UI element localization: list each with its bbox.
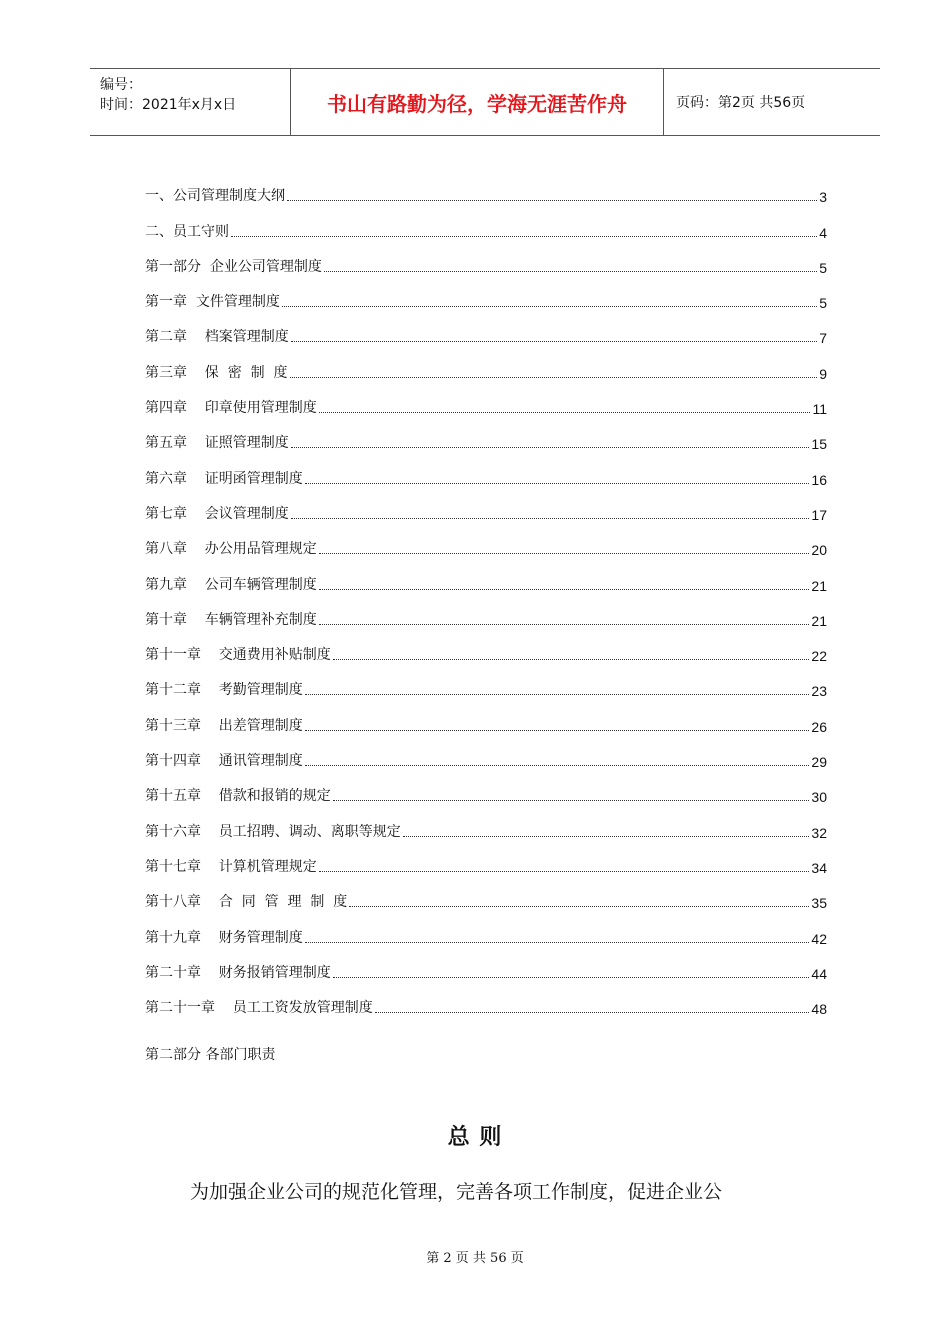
toc-entry-label: 第五章 证照管理制度 — [145, 435, 289, 452]
toc-dot-leader — [333, 799, 810, 801]
page-header — [90, 68, 880, 136]
toc-entry[interactable] — [145, 735, 827, 770]
toc-entry-page: 15 — [811, 436, 827, 453]
toc-entry-label: 第四章 印章使用管理制度 — [145, 400, 317, 417]
toc-entry-label: 第一部分 企业公司管理制度 — [145, 258, 322, 275]
toc-entry-label: 一、公司管理制度大纲 — [145, 188, 285, 205]
toc-entry-label: 第十一章 交通费用补贴制度 — [145, 647, 331, 664]
toc-entry-page: 17 — [811, 506, 827, 523]
toc-entry-label: 第十九章 财务管理制度 — [145, 929, 303, 946]
toc-entry[interactable] — [145, 594, 827, 629]
header-meta — [90, 69, 291, 135]
toc-entry-page: 21 — [811, 612, 827, 629]
toc-entry-page: 34 — [811, 859, 827, 876]
toc-entry[interactable] — [145, 982, 827, 1017]
section-2-title: 第二部分 各部门职责 — [145, 1047, 276, 1063]
toc-entry-label: 第二十章 财务报销管理制度 — [145, 964, 331, 981]
toc-dot-leader — [319, 588, 810, 590]
toc-dot-leader — [282, 305, 817, 307]
toc-dot-leader — [324, 270, 817, 272]
toc-entry-page: 26 — [811, 718, 827, 735]
toc-entry[interactable] — [145, 841, 827, 876]
toc-dot-leader — [231, 235, 817, 237]
toc-entry-label: 第十二章 考勤管理制度 — [145, 682, 303, 699]
toc-entry-label: 第八章 办公用品管理规定 — [145, 541, 317, 558]
page-footer: 第 2 页 共 56 页 — [426, 1251, 524, 1266]
toc-entry[interactable] — [145, 770, 827, 805]
table-of-contents — [145, 170, 827, 1017]
toc-entry-label: 第六章 证明函管理制度 — [145, 470, 303, 487]
toc-entry[interactable] — [145, 382, 827, 417]
toc-entry[interactable] — [145, 699, 827, 734]
toc-dot-leader — [319, 552, 810, 554]
toc-entry[interactable] — [145, 523, 827, 558]
toc-dot-leader — [333, 658, 810, 660]
toc-entry-label: 第九章 公司车辆管理制度 — [145, 576, 317, 593]
toc-entry-page: 11 — [812, 401, 827, 418]
toc-dot-leader — [291, 517, 810, 519]
toc-entry-page: 5 — [819, 259, 827, 276]
toc-entry[interactable] — [145, 417, 827, 452]
toc-entry[interactable] — [145, 205, 827, 240]
toc-entry[interactable] — [145, 629, 827, 664]
toc-dot-leader — [319, 623, 810, 625]
toc-entry[interactable] — [145, 241, 827, 276]
toc-entry-page: 9 — [819, 365, 827, 382]
toc-entry[interactable] — [145, 876, 827, 911]
toc-dot-leader — [305, 482, 810, 484]
toc-entry-label: 第十七章 计算机管理规定 — [145, 858, 317, 875]
toc-entry[interactable] — [145, 276, 827, 311]
toc-dot-leader — [305, 941, 810, 943]
toc-entry-page: 30 — [811, 789, 827, 806]
toc-entry-page: 23 — [811, 683, 827, 700]
toc-entry[interactable] — [145, 558, 827, 593]
toc-entry-label: 二、员工守则 — [145, 223, 229, 240]
toc-dot-leader — [305, 693, 810, 695]
toc-entry-label: 第十五章 借款和报销的规定 — [145, 788, 331, 805]
section-heading: 总 则 — [447, 1125, 503, 1150]
toc-dot-leader — [305, 729, 810, 731]
toc-entry[interactable] — [145, 805, 827, 840]
toc-entry-label: 第二十一章 员工工资发放管理制度 — [145, 1000, 373, 1017]
toc-entry[interactable] — [145, 170, 827, 205]
toc-entry[interactable] — [145, 911, 827, 946]
toc-dot-leader — [375, 1011, 810, 1013]
toc-entry-page: 29 — [811, 754, 827, 771]
toc-entry[interactable] — [145, 346, 827, 381]
toc-entry[interactable] — [145, 311, 827, 346]
toc-dot-leader — [305, 764, 810, 766]
toc-dot-leader — [290, 376, 818, 378]
toc-entry-label: 第十六章 员工招聘、调动、离职等规定 — [145, 823, 401, 840]
toc-entry-page: 20 — [811, 542, 827, 559]
toc-dot-leader — [349, 905, 809, 907]
toc-entry-page: 4 — [819, 224, 827, 241]
toc-entry-page: 5 — [819, 295, 827, 312]
toc-entry-page: 32 — [811, 824, 827, 841]
toc-entry-label: 第十八章 合 同 管 理 制 度 — [145, 894, 348, 911]
toc-entry-label: 第十三章 出差管理制度 — [145, 717, 303, 734]
toc-entry-label: 第十四章 通讯管理制度 — [145, 753, 303, 770]
toc-dot-leader — [291, 446, 810, 448]
toc-dot-leader — [403, 835, 810, 837]
toc-entry-page: 16 — [811, 471, 827, 488]
toc-dot-leader — [319, 870, 810, 872]
toc-entry-page: 42 — [811, 930, 827, 947]
toc-entry-page: 35 — [811, 895, 827, 912]
toc-entry-label: 第三章 保 密 制 度 — [145, 364, 288, 381]
toc-entry-page: 44 — [811, 965, 827, 982]
toc-entry-page: 21 — [811, 577, 827, 594]
toc-entry[interactable] — [145, 947, 827, 982]
toc-entry-label: 第十章 车辆管理补充制度 — [145, 611, 317, 628]
toc-entry[interactable] — [145, 452, 827, 487]
toc-entry-label: 第一章 文件管理制度 — [145, 294, 280, 311]
toc-entry-page: 22 — [811, 648, 827, 665]
toc-dot-leader — [287, 199, 817, 201]
toc-entry-label: 第二章 档案管理制度 — [145, 329, 289, 346]
body-paragraph: 为加强企业公司的规范化管理，完善各项工作制度，促进企业公 — [190, 1181, 723, 1203]
toc-dot-leader — [319, 411, 811, 413]
number-label: 编号： — [100, 77, 142, 93]
header-motto: 书山有路勤为径，学海无涯苦作舟 — [291, 69, 664, 135]
time-label: 时间：2021年x月x日 — [100, 97, 237, 113]
toc-entry-page: 48 — [811, 1001, 827, 1018]
toc-dot-leader — [333, 976, 810, 978]
header-page-info: 页码：第2页 共56页 — [676, 95, 806, 111]
toc-dot-leader — [291, 340, 817, 342]
toc-entry[interactable] — [145, 488, 827, 523]
toc-entry-label: 第七章 会议管理制度 — [145, 505, 289, 522]
toc-entry-page: 7 — [819, 330, 827, 347]
toc-entry-page: 3 — [819, 189, 827, 206]
toc-entry[interactable] — [145, 664, 827, 699]
